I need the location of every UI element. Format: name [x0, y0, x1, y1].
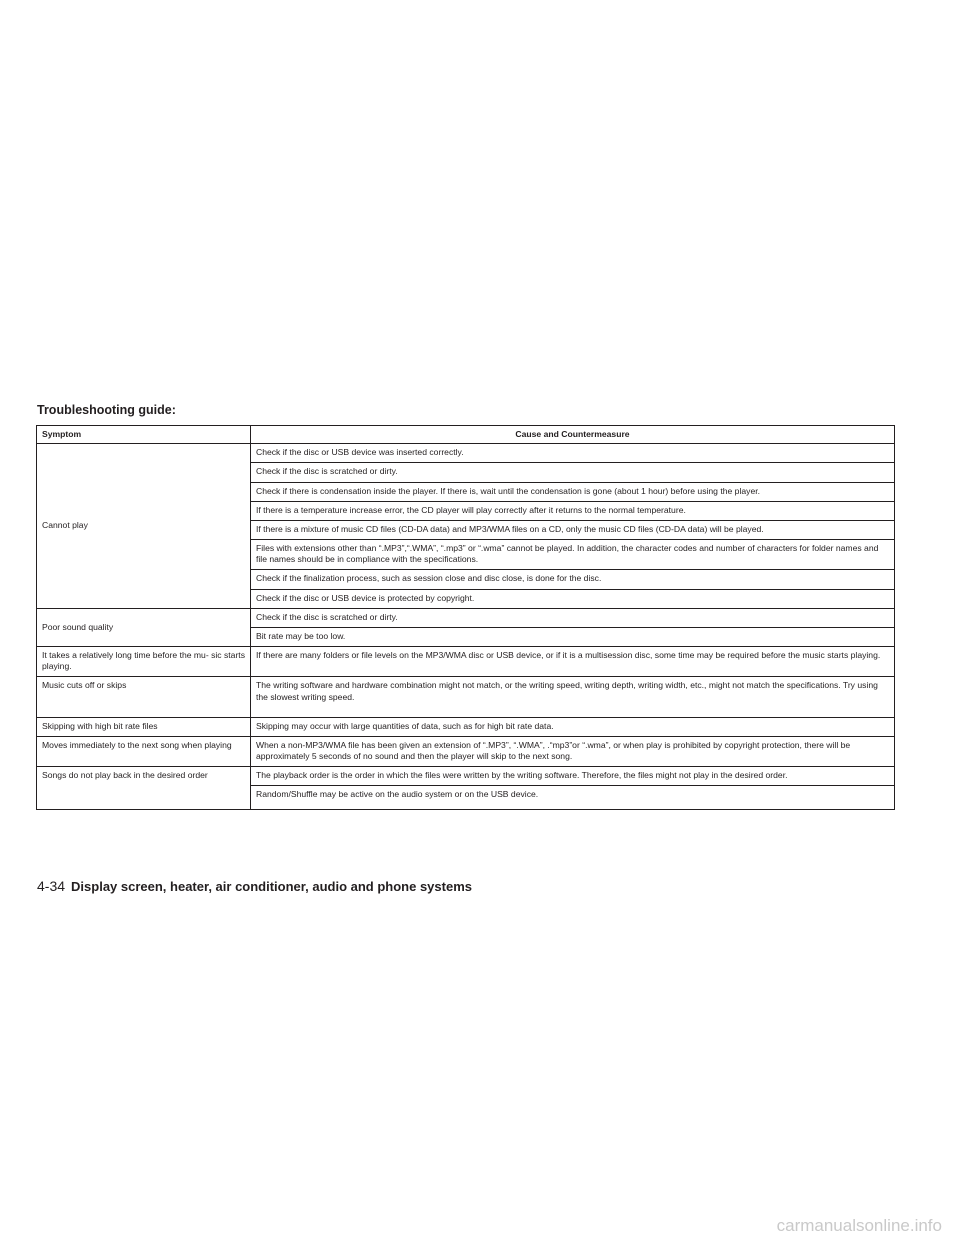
table-row: [37, 717, 895, 736]
troubleshooting-table: [36, 425, 895, 810]
chapter-title: Display screen, heater, air conditioner, audio and phone systems: [71, 879, 472, 894]
table-row: [37, 677, 895, 717]
table-row: [37, 767, 895, 786]
cause-cell: Bit rate may be too low.: [251, 627, 895, 646]
cause-cell: Check if there is condensation inside the player. If there is, wait until the condensation is gone (about 1 hour) before using the player.: [251, 482, 895, 501]
symptom-cell: It takes a relatively long time before the mu- sic starts playing.: [37, 647, 251, 677]
cause-cell: Check if the disc is scratched or dirty.: [251, 463, 895, 482]
cause-cell: The playback order is the order in which the files were written by the writing software. Therefore, the files might not play in the desired order.: [251, 767, 895, 786]
symptom-cell: Cannot play: [37, 444, 251, 609]
page-number: 4-34: [37, 878, 66, 894]
cause-cell: Check if the disc or USB device is protected by copyright.: [251, 589, 895, 608]
cause-cell: If there are many folders or file levels on the MP3/WMA disc or USB device, or if it is a multisession disc, some time may be required before the music starts playing.: [251, 647, 895, 677]
section-title: Troubleshooting guide:: [37, 403, 176, 417]
cause-cell: Check if the finalization process, such as session close and disc close, is done for the disc.: [251, 570, 895, 589]
header-symptom: Symptom: [37, 426, 251, 444]
page-footer: [37, 878, 472, 896]
symptom-cell: Moves immediately to the next song when playing: [37, 736, 251, 766]
symptom-cell: Poor sound quality: [37, 608, 251, 646]
symptom-cell: Skipping with high bit rate files: [37, 717, 251, 736]
cause-cell: When a non-MP3/WMA file has been given an extension of “.MP3”, “.WMA”, .“mp3”or “.wma”, or when play is prohibited by copyright protection, there will be approximately 5 seconds of no sound and then the player will skip to the next song.: [251, 736, 895, 766]
table-row: [37, 736, 895, 766]
table-header-row: [37, 426, 895, 444]
cause-cell: If there is a temperature increase error, the CD player will play correctly after it returns to the normal temperature.: [251, 501, 895, 520]
symptom-cell: Songs do not play back in the desired order: [37, 767, 251, 809]
watermark-text: carmanualsonline.info: [776, 1216, 942, 1235]
cause-cell: Skipping may occur with large quantities of data, such as for high bit rate data.: [251, 717, 895, 736]
cause-cell: The writing software and hardware combination might not match, or the writing speed, writing depth, writing width, etc., might not match the specifications. Try using the slowest writing speed.: [251, 677, 895, 717]
table-row: [37, 647, 895, 677]
cause-cell: Check if the disc is scratched or dirty.: [251, 608, 895, 627]
cause-cell: Files with extensions other than “.MP3”,“.WMA”, “.mp3” or “.wma” cannot be played. In addition, the character codes and number of characters for folder names and file names should be in compliance with the specifications.: [251, 540, 895, 570]
table-row: [37, 608, 895, 627]
symptom-cell: Music cuts off or skips: [37, 677, 251, 717]
cause-cell: If there is a mixture of music CD files (CD-DA data) and MP3/WMA files on a CD, only the music CD files (CD-DA data) will be played.: [251, 520, 895, 539]
header-cause: Cause and Countermeasure: [251, 426, 895, 444]
cause-cell: Check if the disc or USB device was inserted correctly.: [251, 444, 895, 463]
cause-cell: Random/Shuffle may be active on the audio system or on the USB device.: [251, 786, 895, 809]
table-row: [37, 444, 895, 463]
